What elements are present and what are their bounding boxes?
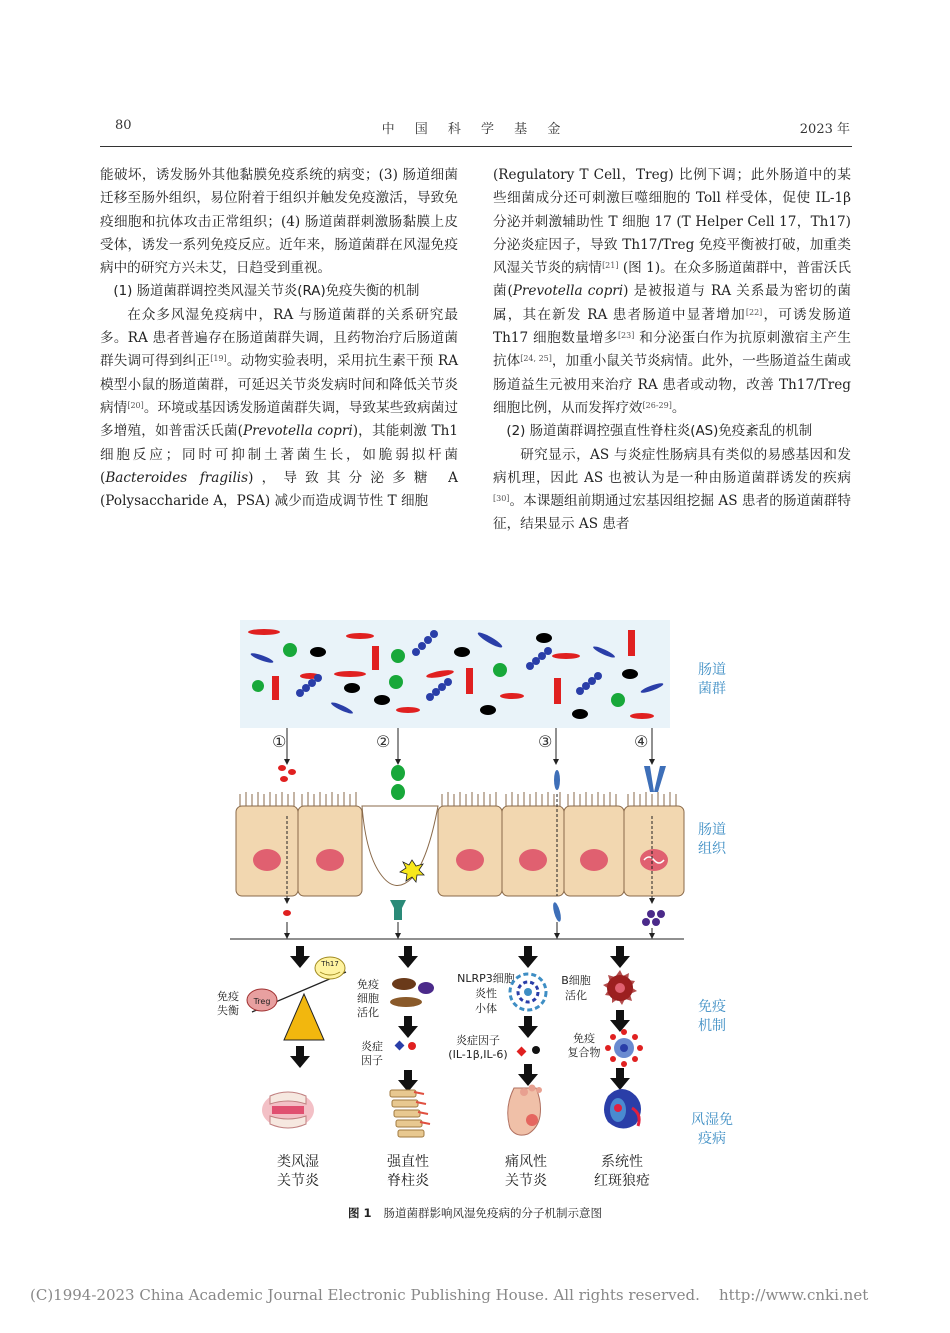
joint-icon [262, 1092, 314, 1128]
figure-caption-text: 肠道菌群影响风湿免疫病的分子机制示意图 [383, 1206, 602, 1220]
disease-sle-1: 系统性 [601, 1154, 643, 1170]
treg-label: Treg [253, 997, 271, 1006]
citation[interactable]: [23] [617, 331, 635, 341]
label-nlrp3-3: 小体 [475, 1002, 497, 1015]
citation[interactable]: [26-29] [642, 400, 672, 410]
page-header [0, 118, 950, 142]
disease-as-2: 脊柱炎 [387, 1173, 429, 1189]
kidney-icon [604, 1089, 641, 1129]
balance-fulcrum [284, 994, 324, 1040]
label-b-cell-1: B细胞 [561, 974, 591, 987]
left-column [100, 164, 458, 513]
right-paragraph-2: 研究显示，AS 与炎症性肠病具有类似的易感基因和发病机理，因此 AS 也被认为是一种由肠道菌群诱发的疾病[30]。本课题组前期通过宏基因组挖掘 AS 患者的肠道菌群特征，结果显示 AS 患者 [493, 446, 851, 533]
section-heading-1: (1) 肠道菌群调控类风湿关节炎(RA)免疫失衡的机制 [113, 284, 420, 300]
label-inflammatory-factor-1: 炎症 [361, 1040, 383, 1053]
label-b-cell-2: 活化 [565, 989, 587, 1002]
footer-copyright: (C)1994-2023 China Academic Journal Electronic Publishing House. All rights reserved. [30, 1286, 700, 1304]
label-cytokines-2: (IL-1β,IL-6) [448, 1048, 508, 1061]
right-paragraph-1: (Regulatory T Cell，Treg) 比例下调；此外肠道中的某些细菌成分还可刺激巨噬细胞的 Toll 样受体，促使 IL-1β 分泌并刺激辅助性 T 细胞 17 (T Helper Cell 17，Th17) 分泌炎症因子，导致 Th17/Treg 免疫平衡被打破，加重类风湿关节炎的病情[21] (图 1)。在众多肠道菌群中，普雷沃氏菌(Prevotella copri) 是被报道与 RA 关系最为密切的菌属，其在新发 RA 患者肠道中显著增加[22]，可诱发肠道 Th17 细胞数量增多[23] 和分泌蛋白作为抗原刺激宿主产生抗体[24, 25]，加重小鼠关节炎病情。此外，一些肠道益生菌或肠道益生元被用来治疗 RA 患者或动物，改善 Th17/Treg 细胞比例，从而发挥疗效[26-29]。 [493, 167, 852, 416]
label-immune-complex-1: 免疫 [573, 1032, 595, 1045]
immune-complex-icon [605, 1029, 643, 1067]
journal-name: 中 国 科 学 基 金 [381, 122, 569, 137]
citation[interactable]: [30] [493, 494, 510, 504]
dendritic-cell-icon [390, 997, 422, 1007]
figure-caption [0, 1205, 950, 1221]
publication-year: 2023 年 [799, 122, 850, 137]
right-column [493, 164, 851, 537]
intestinal-epithelium [236, 806, 684, 896]
page-number: 80 [115, 118, 132, 133]
pathway-number-2: ② [376, 732, 391, 751]
antigen-cluster [642, 910, 665, 926]
label-tissue-2: 组织 [698, 841, 726, 857]
label-immune-cell-2: 细胞 [357, 992, 379, 1005]
header-rule [100, 146, 852, 147]
label-inflammatory-factor-2: 因子 [361, 1054, 383, 1067]
label-immune-1: 免疫 [698, 999, 726, 1015]
label-immune-balance-1: 免疫 [217, 990, 239, 1003]
figure-label: 图 1 [347, 1206, 372, 1220]
citation[interactable]: [22] [745, 307, 763, 317]
label-disease-1: 风湿免 [691, 1112, 733, 1128]
pathway-number-1: ① [272, 732, 287, 751]
section-heading-2: (2) 肠道菌群调控强直性脊柱炎(AS)免疫紊乱的机制 [506, 424, 813, 440]
label-disease-2: 疫病 [698, 1131, 726, 1147]
translocating-bacteria [278, 765, 296, 782]
left-paragraph-2: 在众多风湿免疫病中，RA 与肠道菌群的关系研究最多。RA 患者普遍存在肠道菌群失调，且药物治疗后肠道菌群失调可得到纠正[19]。动物实验表明，采用抗生素干预 RA 模型小鼠的肠道菌群，可延迟关节炎发病时间和降低关节炎病情[20]。环境或基因诱发肠道菌群失调，导致某些致病菌过多增殖，如普雷沃氏菌(Prevotella copri)，其能刺激 Th1 细胞反应；同时可抑制土著菌生长，如脆弱拟杆菌(Bacteroides fragilis)，导致其分泌多糖 A (Polysaccharide A，PSA) 减少而造成调节性 T 细胞 [100, 306, 459, 510]
foot-icon [508, 1085, 542, 1136]
footer [30, 1286, 868, 1304]
citation[interactable]: [20] [127, 400, 144, 410]
label-tissue-1: 肠道 [698, 822, 726, 838]
label-microbiota-2: 菌群 [698, 681, 726, 697]
th17-label: Th17 [321, 960, 339, 968]
tlr-receptor [644, 766, 666, 792]
label-immune-cell-1: 免疫 [357, 978, 379, 991]
microvilli [240, 792, 676, 806]
label-immune-cell-3: 活化 [357, 1006, 379, 1019]
left-paragraph-1: 能破坏，诱发肠外其他黏膜免疫系统的病变；(3) 肠道细菌迁移至肠外组织，易位附着于组织并触发免疫激活，导致免疫细胞和抗体攻击正常组织；(4) 肠道菌群刺激肠黏膜上皮受体，诱发一系列免疫反应。近年来，肠道菌群在风湿免疫病中的研究方兴未艾，日趋受到重视。 [100, 167, 458, 277]
spine-icon [390, 1090, 430, 1137]
disease-as-1: 强直性 [387, 1154, 429, 1170]
disease-ra-1: 类风湿 [277, 1154, 319, 1170]
disease-ra-2: 关节炎 [277, 1173, 319, 1189]
label-microbiota-1: 肠道 [698, 662, 726, 678]
citation[interactable]: [21] [602, 261, 619, 271]
label-immune-balance-2: 失衡 [217, 1004, 239, 1017]
inflammasome-icon [510, 974, 546, 1010]
label-nlrp3-1: NLRP3细胞 [457, 972, 515, 985]
label-cytokines-1: 炎症因子 [456, 1034, 500, 1047]
label-nlrp3-2: 炎性 [475, 987, 497, 1000]
b-cell-icon [603, 970, 637, 1005]
disease-gout-2: 关节炎 [505, 1173, 547, 1189]
label-immune-complex-2: 复合物 [567, 1046, 601, 1059]
disease-gout-1: 痛风性 [505, 1154, 547, 1170]
footer-url[interactable]: http://www.cnki.net [718, 1286, 869, 1304]
figure-1-diagram [200, 616, 760, 1196]
receptor-channel-icon [390, 900, 406, 920]
disease-sle-2: 红斑狼疮 [594, 1173, 650, 1189]
citation[interactable]: [19] [210, 354, 227, 364]
label-immune-2: 机制 [698, 1018, 726, 1034]
pathway-number-4: ④ [634, 732, 649, 751]
pathway-number-3: ③ [538, 732, 553, 751]
citation[interactable]: [24, 25] [520, 354, 552, 364]
macrophage-icon [392, 978, 416, 990]
